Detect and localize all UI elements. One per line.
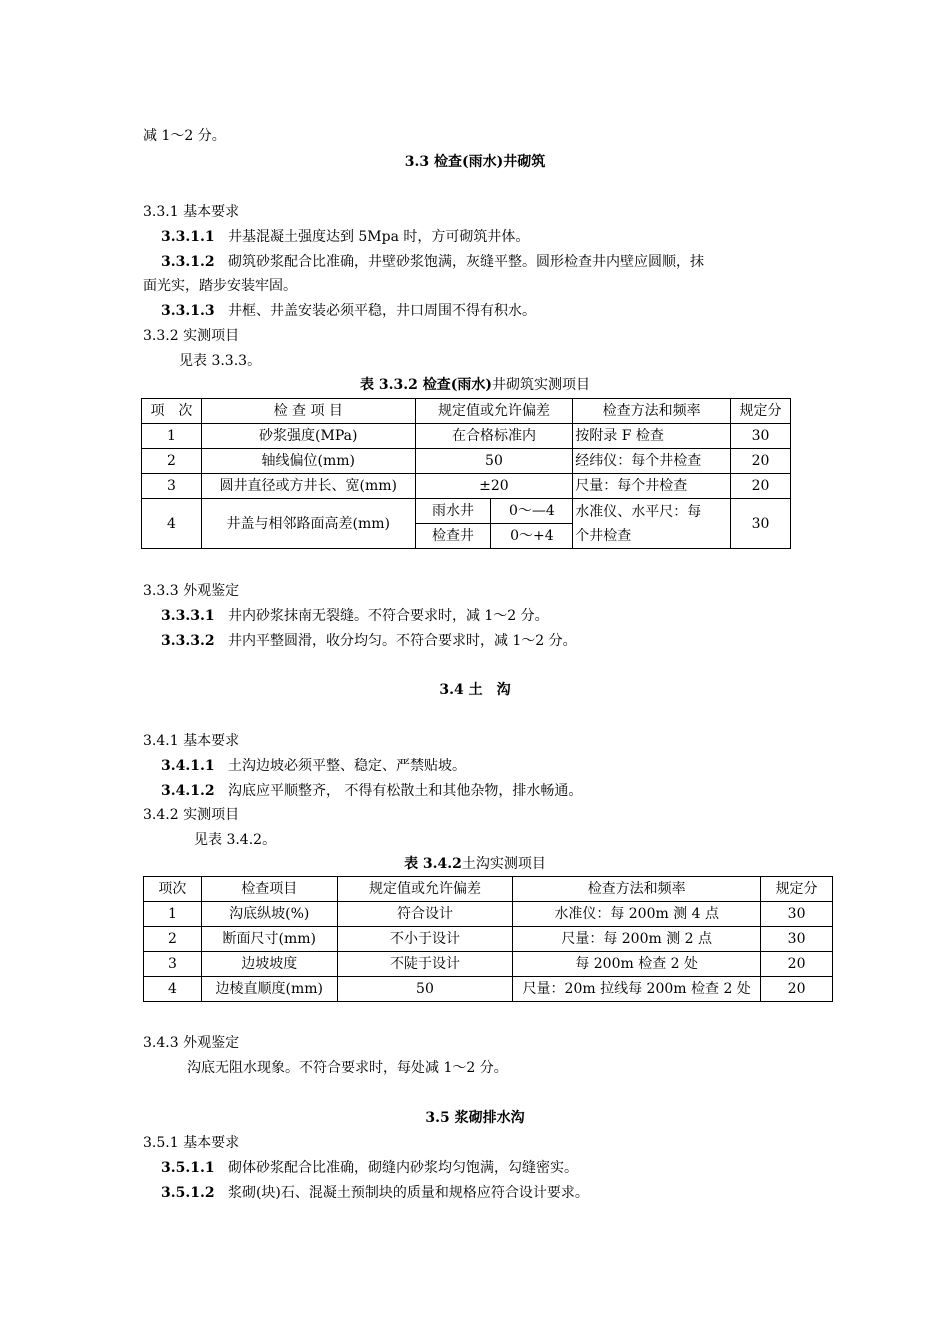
item-text: 浆砌(块)石、混凝土预制块的质量和规格应符合设计要求。: [227, 1185, 589, 1201]
item-text: 井框、井盖安装必须平稳，井口周围不得有积水。: [227, 303, 536, 319]
table-3-4-2: [143, 876, 833, 1002]
section-title-3-4: 3.4 土 沟: [439, 682, 511, 698]
item-3-5-1-1: [161, 1158, 578, 1178]
cell: 50: [337, 977, 513, 1002]
cell: 检查井: [415, 524, 491, 549]
cell: 沟底纵坡(%): [201, 902, 337, 927]
header-cell: 检查项目: [201, 877, 337, 902]
table-header-row: [144, 877, 833, 902]
header-cell: 规定值或允许偏差: [415, 399, 573, 424]
cell: 20: [731, 474, 791, 499]
cell: 3: [144, 952, 202, 977]
header-cell: 检查方法和频率: [573, 399, 731, 424]
item-number: 3.5.1.1: [161, 1160, 215, 1176]
cell: 20: [761, 977, 833, 1002]
table-title-3-4-2: [0, 854, 950, 874]
cell: 不陡于设计: [337, 952, 513, 977]
item-3-4-1-1: [161, 756, 466, 776]
item-3-3-3-2: [161, 631, 577, 651]
cell: 尺量：20m 拉线每 200m 检查 2 处: [513, 977, 761, 1002]
item-3-3-1-2-continued: 面光实，踏步安装牢固。: [143, 278, 297, 294]
table-title-bold: 表 3.3.2 检查(雨水): [360, 377, 492, 393]
table-row: [142, 424, 791, 449]
table-row: [144, 977, 833, 1002]
item-3-3-1-3: [161, 301, 536, 321]
item-number: 3.4.1.2: [161, 783, 215, 799]
cell: 边棱直顺度(mm): [201, 977, 337, 1002]
item-text: 沟底应平顺整齐， 不得有松散土和其他杂物，排水畅通。: [227, 783, 583, 799]
table-row: [144, 927, 833, 952]
item-3-4-3: 沟底无阻水现象。不符合要求时，每处减 1～2 分。: [187, 1060, 508, 1076]
cell: 砂浆强度(MPa): [201, 424, 415, 449]
cell: 断面尺寸(mm): [201, 927, 337, 952]
heading-3-3-1: 3.3.1 基本要求: [143, 204, 240, 220]
cell: 按附录 F 检查: [573, 424, 731, 449]
cell: 轴线偏位(mm): [201, 449, 415, 474]
cell: 井盖与相邻路面高差(mm): [201, 499, 415, 549]
table-reference-3-4: 见表 3.4.2。: [194, 832, 277, 848]
cell: 尺量：每个井检查: [573, 474, 731, 499]
header-cell: 规定分: [761, 877, 833, 902]
item-3-4-1-2: [161, 781, 582, 801]
cell: 尺量：每 200m 测 2 点: [513, 927, 761, 952]
table-row: [142, 449, 791, 474]
cell: 4: [142, 499, 202, 549]
item-text: 井基混凝土强度达到 5Mpa 时，方可砌筑井体。: [227, 229, 530, 245]
heading-3-3-2: 3.3.2 实测项目: [143, 328, 240, 344]
cell: 边坡坡度: [201, 952, 337, 977]
item-3-3-1-2: [161, 252, 704, 272]
cell: 1: [142, 424, 202, 449]
heading-3-4-2: 3.4.2 实测项目: [143, 807, 240, 823]
cell: 在合格标准内: [415, 424, 573, 449]
item-3-3-3-1: [161, 606, 549, 626]
header-cell: 项 次: [142, 399, 202, 424]
item-number: 3.3.1.2: [161, 254, 215, 270]
header-cell: 规定分: [731, 399, 791, 424]
cell: 3: [142, 474, 202, 499]
header-cell: 检查方法和频率: [513, 877, 761, 902]
cell: 1: [144, 902, 202, 927]
cell: 2: [144, 927, 202, 952]
item-text: 井内平整圆滑，收分均匀。不符合要求时，减 1～2 分。: [227, 633, 577, 649]
section-title-3-3: 3.3 检查(雨水)井砌筑: [404, 154, 546, 170]
cell: 2: [142, 449, 202, 474]
cell: 0～—4: [491, 499, 573, 524]
cell: 30: [731, 499, 791, 549]
header-cell: 规定值或允许偏差: [337, 877, 513, 902]
item-3-5-1-2: [161, 1183, 589, 1203]
cell: 50: [415, 449, 573, 474]
cell: 雨水井: [415, 499, 491, 524]
cell: 30: [731, 424, 791, 449]
heading-3-4-3: 3.4.3 外观鉴定: [143, 1035, 240, 1051]
item-number: 3.3.1.1: [161, 229, 215, 245]
table-row: [144, 902, 833, 927]
cell: 20: [731, 449, 791, 474]
item-text: 砌体砂浆配合比准确，砌缝内砂浆均匀饱满，勾缝密实。: [227, 1160, 578, 1176]
item-text: 井内砂浆抹南无裂缝。不符合要求时，减 1～2 分。: [227, 608, 549, 624]
table-reference-3-3: 见表 3.3.3。: [179, 353, 262, 369]
heading-3-3-3: 3.3.3 外观鉴定: [143, 583, 240, 599]
item-number: 3.3.3.1: [161, 608, 215, 624]
cell: 0～+4: [491, 524, 573, 549]
cell: 每 200m 检查 2 处: [513, 952, 761, 977]
cell: 30: [761, 927, 833, 952]
header-cell: 项次: [144, 877, 202, 902]
cell: 符合设计: [337, 902, 513, 927]
heading-3-5-1: 3.5.1 基本要求: [143, 1135, 240, 1151]
section-title-3-5: 3.5 浆砌排水沟: [425, 1110, 525, 1126]
table-title-regular: 土沟实测项目: [461, 856, 546, 872]
cell: 经纬仪：每个井检查: [573, 449, 731, 474]
item-text: 砌筑砂浆配合比准确，井壁砂浆饱满，灰缝平整。圆形检查井内壁应圆顺，抹: [227, 254, 704, 270]
method-line-2: 个井检查: [575, 527, 632, 544]
cell: 4: [144, 977, 202, 1002]
cell: 圆井直径或方井长、宽(mm): [201, 474, 415, 499]
item-text: 土沟边坡必须平整、稳定、严禁贴坡。: [227, 758, 466, 774]
item-number: 3.3.1.3: [161, 303, 215, 319]
table-row: [142, 474, 791, 499]
item-number: 3.5.1.2: [161, 1185, 215, 1201]
header-cell: 检 查 项 目: [201, 399, 415, 424]
cell: ±20: [415, 474, 573, 499]
heading-3-4-1: 3.4.1 基本要求: [143, 733, 240, 749]
table-3-3-2: [141, 398, 791, 549]
cell-multiline: [573, 499, 731, 549]
table-row: [144, 952, 833, 977]
cell: 不小于设计: [337, 927, 513, 952]
cell: 水准仪：每 200m 测 4 点: [513, 902, 761, 927]
item-3-3-1-1: [161, 227, 529, 247]
table-header-row: [142, 399, 791, 424]
table-title-regular: 井砌筑实测项目: [491, 377, 590, 393]
table-row: [142, 499, 791, 524]
cell: 20: [761, 952, 833, 977]
item-number: 3.4.1.1: [161, 758, 215, 774]
method-line-1: 水准仪、水平尺：每: [575, 503, 702, 520]
table-title-3-3-2: [0, 375, 950, 395]
carryover-line: 减 1～2 分。: [143, 128, 226, 144]
table-title-bold: 表 3.4.2: [404, 856, 462, 872]
cell: 30: [761, 902, 833, 927]
item-number: 3.3.3.2: [161, 633, 215, 649]
